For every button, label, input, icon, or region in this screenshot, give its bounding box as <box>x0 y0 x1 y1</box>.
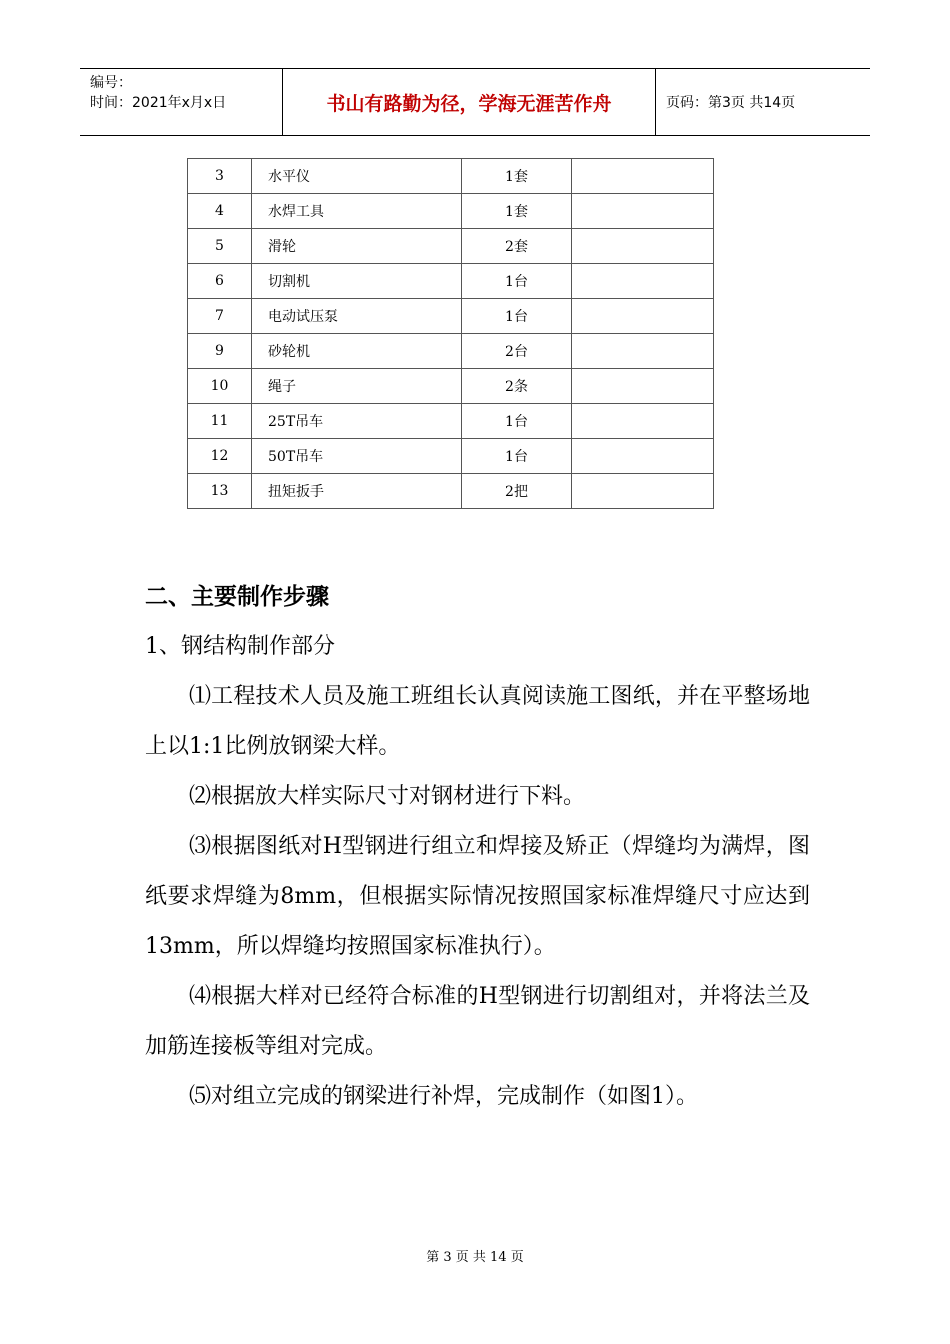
tools-table <box>187 158 714 509</box>
cell-name: 绳子 <box>252 369 462 404</box>
table-row <box>188 474 714 509</box>
paragraph: ⑸对组立完成的钢梁进行补焊，完成制作（如图1）。 <box>189 1084 698 1109</box>
header-number: 编号： <box>90 75 132 91</box>
table-row <box>188 264 714 299</box>
cell-quantity: 1台 <box>462 264 572 299</box>
section-title: 二、主要制作步骤 <box>145 584 329 610</box>
cell-number: 11 <box>188 404 252 439</box>
cell-quantity: 2条 <box>462 369 572 404</box>
table-row <box>188 334 714 369</box>
cell-number: 10 <box>188 369 252 404</box>
paragraph: ⑶根据图纸对H型钢进行组立和焊接及矫正（焊缝均为满焊，图纸要求焊缝为8mm，但根据实际情况按照国家标准焊缝尺寸应达到13mm，所以焊缝均按照国家标准执行）。 <box>145 834 810 959</box>
cell-name: 电动试压泵 <box>252 299 462 334</box>
cell-note <box>572 299 714 334</box>
cell-quantity: 2台 <box>462 334 572 369</box>
paragraph: ⑷根据大样对已经符合标准的H型钢进行切割组对，并将法兰及加筋连接板等组对完成。 <box>145 984 810 1059</box>
paragraph: ⑴工程技术人员及施工班组长认真阅读施工图纸，并在平整场地上以1:1比例放钢梁大样。 <box>145 684 810 759</box>
paragraph: ⑵根据放大样实际尺寸对钢材进行下料。 <box>189 784 586 809</box>
table-row <box>188 159 714 194</box>
cell-number: 13 <box>188 474 252 509</box>
header-page-info: 页码：第3页 共14页 <box>666 95 796 111</box>
cell-number: 9 <box>188 334 252 369</box>
page-footer: 第 3 页 共 14 页 <box>426 1250 524 1265</box>
cell-quantity: 1台 <box>462 439 572 474</box>
cell-number: 6 <box>188 264 252 299</box>
header-time: 时间：2021年x月x日 <box>90 95 227 111</box>
cell-quantity: 1套 <box>462 159 572 194</box>
cell-note <box>572 369 714 404</box>
cell-note <box>572 474 714 509</box>
cell-number: 12 <box>188 439 252 474</box>
paragraphs <box>145 672 810 1122</box>
cell-number: 7 <box>188 299 252 334</box>
cell-name: 砂轮机 <box>252 334 462 369</box>
table-row <box>188 299 714 334</box>
cell-note <box>572 334 714 369</box>
cell-name: 水平仪 <box>252 159 462 194</box>
cell-quantity: 2把 <box>462 474 572 509</box>
cell-name: 切割机 <box>252 264 462 299</box>
cell-number: 3 <box>188 159 252 194</box>
table-row <box>188 439 714 474</box>
table-row <box>188 229 714 264</box>
cell-note <box>572 159 714 194</box>
table-row <box>188 369 714 404</box>
cell-number: 5 <box>188 229 252 264</box>
cell-name: 25T吊车 <box>252 404 462 439</box>
cell-quantity: 1台 <box>462 404 572 439</box>
table-row <box>188 404 714 439</box>
header-meta <box>80 69 283 135</box>
page-header <box>80 68 870 136</box>
cell-quantity: 1套 <box>462 194 572 229</box>
cell-note <box>572 194 714 229</box>
cell-note <box>572 264 714 299</box>
cell-name: 50T吊车 <box>252 439 462 474</box>
table-row <box>188 194 714 229</box>
cell-name: 扭矩扳手 <box>252 474 462 509</box>
cell-quantity: 2套 <box>462 229 572 264</box>
cell-name: 水焊工具 <box>252 194 462 229</box>
cell-quantity: 1台 <box>462 299 572 334</box>
subsection-title: 1、钢结构制作部分 <box>145 634 335 659</box>
cell-note <box>572 404 714 439</box>
header-slogan: 书山有路勤为径，学海无涯苦作舟 <box>283 69 656 135</box>
cell-note <box>572 229 714 264</box>
cell-note <box>572 439 714 474</box>
cell-name: 滑轮 <box>252 229 462 264</box>
cell-number: 4 <box>188 194 252 229</box>
